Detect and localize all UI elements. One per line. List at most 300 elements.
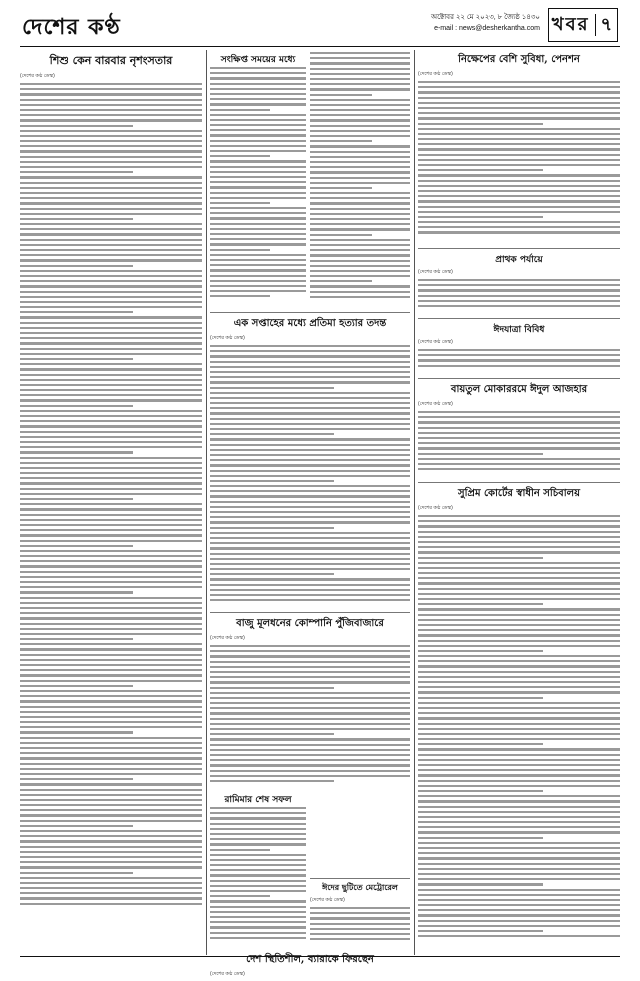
text-line <box>210 697 410 699</box>
text-line <box>20 773 202 775</box>
text-line <box>20 348 202 350</box>
text-line <box>20 384 202 386</box>
text-line <box>210 350 410 352</box>
text-line <box>210 438 410 440</box>
text-line <box>210 109 270 111</box>
text-line <box>20 586 202 588</box>
section-label: খবর <box>551 13 590 35</box>
newspaper-logo: দেশের কণ্ঠ <box>22 14 121 40</box>
text-line <box>418 427 620 429</box>
text-line <box>210 140 306 142</box>
text-line <box>20 799 202 801</box>
text-line <box>210 859 306 861</box>
text-line <box>210 129 306 131</box>
text-line <box>20 706 202 708</box>
text-line <box>310 254 410 256</box>
text-line <box>20 809 202 811</box>
text-line <box>418 660 620 662</box>
text-line <box>418 806 620 808</box>
article-byline: (দেশের কণ্ঠ ডেস্ক) <box>418 401 453 407</box>
text-line <box>210 511 410 513</box>
text-line <box>210 838 306 840</box>
text-line <box>210 563 410 565</box>
story-divider <box>418 482 620 483</box>
text-line <box>20 270 202 272</box>
text-line <box>210 280 306 282</box>
text-line <box>210 150 306 152</box>
text-line <box>418 551 620 553</box>
text-line <box>418 676 620 678</box>
text-line <box>210 692 410 694</box>
text-line <box>210 186 306 188</box>
text-line <box>310 88 410 90</box>
text-line <box>418 588 620 590</box>
article-body <box>210 645 410 782</box>
text-line <box>20 581 202 583</box>
text-line <box>20 342 202 344</box>
text-line <box>20 820 202 822</box>
text-line <box>20 140 202 142</box>
text-line <box>20 669 202 671</box>
text-line <box>418 577 620 579</box>
text-line <box>20 560 202 562</box>
text-line <box>418 86 620 88</box>
text-line <box>210 516 410 518</box>
text-line <box>210 259 306 261</box>
text-line <box>210 754 410 756</box>
text-line <box>418 769 620 771</box>
text-line <box>20 306 202 308</box>
text-line <box>210 890 306 892</box>
text-line <box>310 213 410 215</box>
text-line <box>20 394 202 396</box>
text-line <box>418 117 620 119</box>
text-line <box>418 593 620 595</box>
text-line <box>20 737 202 739</box>
text-line <box>418 842 620 844</box>
text-line <box>418 81 620 83</box>
text-line <box>210 166 306 168</box>
text-line <box>418 909 620 911</box>
text-line <box>20 903 202 905</box>
article-byline: (দেশের কণ্ঠ ডেস্ক) <box>310 897 345 903</box>
article-ramima <box>210 792 306 942</box>
text-line <box>210 702 410 704</box>
article-byline: (দেশের কণ্ঠ ডেস্ক) <box>210 971 245 977</box>
text-line <box>210 290 306 292</box>
text-line <box>20 104 202 106</box>
text-line <box>20 265 133 267</box>
text-line <box>20 441 202 443</box>
text-line <box>20 337 202 339</box>
text-line <box>310 907 410 909</box>
text-line <box>310 265 410 267</box>
text-line <box>310 917 410 919</box>
text-line <box>418 847 620 849</box>
text-line <box>418 702 620 704</box>
text-line <box>20 431 202 433</box>
text-line <box>310 161 410 163</box>
text-line <box>20 363 202 365</box>
text-line <box>20 482 202 484</box>
footer-rule <box>20 956 620 957</box>
text-line <box>20 457 202 459</box>
text-line <box>418 447 620 449</box>
text-line <box>20 477 202 479</box>
issue-meta <box>431 12 540 34</box>
text-line <box>210 921 306 923</box>
text-line <box>20 830 202 832</box>
article-headline: সংক্ষিপ্ত সময়ের মধ্যে <box>220 55 296 65</box>
text-line <box>20 374 202 376</box>
text-line <box>210 676 410 678</box>
text-line <box>20 892 202 894</box>
text-line <box>418 128 620 130</box>
text-line <box>310 62 410 64</box>
text-line <box>210 449 410 451</box>
text-line <box>20 353 202 355</box>
text-line <box>210 376 410 378</box>
text-line <box>20 114 202 116</box>
text-line <box>20 93 202 95</box>
article-byline: (দেশের কণ্ঠ ডেস্ক) <box>418 339 453 345</box>
article-body <box>418 349 620 367</box>
text-line <box>418 354 620 356</box>
text-line <box>20 576 202 578</box>
text-line <box>210 249 270 251</box>
text-line <box>418 211 620 213</box>
text-line <box>20 379 202 381</box>
text-line <box>418 837 543 839</box>
text-line <box>210 749 410 751</box>
text-line <box>20 415 202 417</box>
text-line <box>418 279 620 281</box>
text-line <box>20 591 133 593</box>
article-byline: (দেশের কণ্ঠ ডেস্ক) <box>418 505 453 511</box>
article-headline: এক সপ্তাহের মধ্যে প্রতিমা হত্যার তদন্ত <box>233 318 387 329</box>
article-headline: বাজু মূলধনের কোম্পানি পুঁজিবাজারে <box>236 618 384 629</box>
text-line <box>20 716 202 718</box>
text-line <box>210 269 306 271</box>
text-line <box>210 932 306 934</box>
text-line <box>20 332 202 334</box>
text-line <box>210 181 306 183</box>
text-line <box>418 143 620 145</box>
text-line <box>210 381 410 383</box>
text-line <box>310 140 372 142</box>
text-line <box>210 285 306 287</box>
text-line <box>418 416 620 418</box>
text-line <box>20 291 202 293</box>
text-line <box>20 534 202 536</box>
text-line <box>418 453 543 455</box>
text-line <box>20 747 202 749</box>
text-line <box>310 296 410 298</box>
text-line <box>20 389 202 391</box>
article-byline: (দেশের কণ্ঠ ডেস্ক) <box>210 335 245 341</box>
text-line <box>20 254 202 256</box>
text-line <box>20 752 202 754</box>
text-line <box>20 763 202 765</box>
text-line <box>418 546 620 548</box>
text-line <box>210 553 410 555</box>
text-line <box>418 780 620 782</box>
text-line <box>310 151 410 153</box>
text-line <box>310 270 410 272</box>
text-line <box>418 878 620 880</box>
text-line <box>20 721 202 723</box>
text-line <box>418 359 620 361</box>
text-line <box>20 814 202 816</box>
text-line <box>20 150 202 152</box>
text-line <box>310 109 410 111</box>
text-line <box>20 555 202 557</box>
text-line <box>418 515 620 517</box>
text-line <box>418 920 620 922</box>
text-line <box>20 680 202 682</box>
text-line <box>210 470 410 472</box>
text-line <box>418 743 543 745</box>
text-line <box>210 176 306 178</box>
text-line <box>418 785 620 787</box>
text-line <box>20 612 202 614</box>
text-line <box>20 545 133 547</box>
text-line <box>310 182 410 184</box>
text-line <box>20 425 202 427</box>
text-line <box>20 887 202 889</box>
text-line <box>20 322 202 324</box>
text-line <box>20 488 202 490</box>
text-line <box>210 578 410 580</box>
text-line <box>418 614 620 616</box>
text-line <box>210 666 410 668</box>
text-line <box>310 166 410 168</box>
text-line <box>310 73 410 75</box>
text-line <box>210 145 306 147</box>
article-byline: (দেশের কণ্ঠ ডেস্ক) <box>20 73 55 79</box>
text-line <box>310 187 372 189</box>
text-line <box>418 603 543 605</box>
text-line <box>20 249 202 251</box>
text-line <box>210 911 306 913</box>
text-line <box>418 873 620 875</box>
text-line <box>310 125 410 127</box>
text-line <box>310 68 410 70</box>
text-line <box>20 410 202 412</box>
text-line <box>310 208 410 210</box>
masthead <box>20 6 620 46</box>
text-line <box>418 154 620 156</box>
contact-email: e-mail : news@desherkantha.com <box>434 25 540 32</box>
text-line <box>418 284 620 286</box>
text-line <box>418 914 620 916</box>
text-line <box>418 349 620 351</box>
text-line <box>20 804 202 806</box>
text-line <box>20 99 202 101</box>
text-line <box>210 459 410 461</box>
text-line <box>210 114 306 116</box>
text-line <box>20 192 202 194</box>
text-line <box>210 661 410 663</box>
text-line <box>210 238 306 240</box>
text-line <box>310 156 410 158</box>
article-body <box>210 345 410 601</box>
article-continued <box>310 52 410 301</box>
text-line <box>418 868 620 870</box>
text-line <box>210 864 306 866</box>
text-line <box>418 190 620 192</box>
text-line <box>418 800 620 802</box>
text-line <box>418 91 620 93</box>
text-line <box>210 812 306 814</box>
text-line <box>210 67 306 69</box>
text-line <box>20 654 202 656</box>
article-eid-travel <box>418 322 620 370</box>
text-line <box>20 368 202 370</box>
text-line <box>418 764 620 766</box>
text-line <box>210 506 410 508</box>
text-line <box>418 206 620 208</box>
text-line <box>210 759 410 761</box>
text-line <box>20 161 202 163</box>
text-line <box>20 607 202 609</box>
text-line <box>418 811 620 813</box>
text-line <box>418 665 620 667</box>
text-line <box>20 259 202 261</box>
text-line <box>20 877 202 879</box>
article-headline: নিক্ষেপের বেশি সুবিধা, পেনশন <box>458 54 580 65</box>
masthead-rule <box>20 46 620 47</box>
text-line <box>20 519 202 521</box>
text-line <box>418 640 620 642</box>
text-line <box>210 728 410 730</box>
text-line <box>418 226 620 228</box>
text-line <box>20 436 202 438</box>
text-line <box>418 733 620 735</box>
text-line <box>20 840 202 842</box>
article-pension <box>418 52 620 237</box>
text-line <box>20 508 202 510</box>
text-line <box>418 608 620 610</box>
text-line <box>418 432 620 434</box>
text-line <box>210 83 306 85</box>
text-line <box>210 895 270 897</box>
text-line <box>418 468 620 470</box>
text-line <box>210 72 306 74</box>
text-line <box>20 835 202 837</box>
text-line <box>210 775 410 777</box>
article-headline: প্রাথক পর্যায়ে <box>495 255 543 265</box>
text-line <box>310 197 410 199</box>
text-line <box>20 638 133 640</box>
article-short <box>210 52 306 300</box>
text-line <box>210 355 410 357</box>
text-line <box>20 197 202 199</box>
text-line <box>418 624 620 626</box>
text-line <box>20 643 202 645</box>
text-line <box>210 723 410 725</box>
article-byline: (দেশের কণ্ঠ ডেস্ক) <box>418 71 453 77</box>
story-divider <box>418 378 620 379</box>
article-body <box>310 52 410 298</box>
text-line <box>418 411 620 413</box>
text-line <box>310 130 410 132</box>
text-line <box>210 275 306 277</box>
text-line <box>210 854 306 856</box>
article-primary-level <box>418 252 620 310</box>
text-line <box>20 524 202 526</box>
text-line <box>310 280 372 282</box>
text-line <box>418 174 620 176</box>
text-line <box>210 155 270 157</box>
text-line <box>20 597 202 599</box>
text-line <box>20 700 202 702</box>
text-line <box>20 88 202 90</box>
text-line <box>20 316 202 318</box>
text-line <box>310 52 410 54</box>
column-divider <box>414 50 415 955</box>
text-line <box>210 93 306 95</box>
text-line <box>210 712 410 714</box>
text-line <box>20 664 202 666</box>
text-line <box>20 872 133 874</box>
text-line <box>20 109 202 111</box>
text-line <box>210 568 410 570</box>
text-line <box>20 861 202 863</box>
text-line <box>210 171 306 173</box>
text-line <box>418 935 620 937</box>
text-line <box>418 458 620 460</box>
text-line <box>210 828 306 830</box>
text-line <box>418 159 620 161</box>
text-line <box>310 192 410 194</box>
issue-date: অক্টোবর ২২ মে ২০২৩, ৮ জ্যৈষ্ঠ ১৪৩০ <box>431 14 540 21</box>
text-line <box>20 223 202 225</box>
text-line <box>210 937 306 939</box>
text-line <box>310 291 410 293</box>
text-line <box>210 254 306 256</box>
text-line <box>210 671 410 673</box>
text-line <box>20 166 202 168</box>
text-line <box>418 712 620 714</box>
text-line <box>20 327 202 329</box>
article-byline: (দেশের কণ্ঠ ডেস্ক) <box>418 269 453 275</box>
text-line <box>20 498 133 500</box>
text-line <box>418 717 620 719</box>
text-line <box>20 571 202 573</box>
text-line <box>210 88 306 90</box>
text-line <box>20 623 202 625</box>
text-line <box>20 420 202 422</box>
text-line <box>310 119 410 121</box>
text-line <box>418 629 620 631</box>
text-line <box>310 78 410 80</box>
text-line <box>20 789 202 791</box>
text-line <box>210 885 306 887</box>
text-line <box>210 594 410 596</box>
text-line <box>310 928 410 930</box>
text-line <box>418 557 543 559</box>
text-line <box>210 233 306 235</box>
story-divider <box>418 248 620 249</box>
text-line <box>20 244 202 246</box>
text-line <box>210 807 306 809</box>
text-line <box>418 863 620 865</box>
article-headline: দেশ স্থিতিশীল, ব্যারাকে ফিরছেন <box>246 954 374 965</box>
text-line <box>310 933 410 935</box>
text-line <box>210 192 306 194</box>
text-line <box>210 780 334 782</box>
